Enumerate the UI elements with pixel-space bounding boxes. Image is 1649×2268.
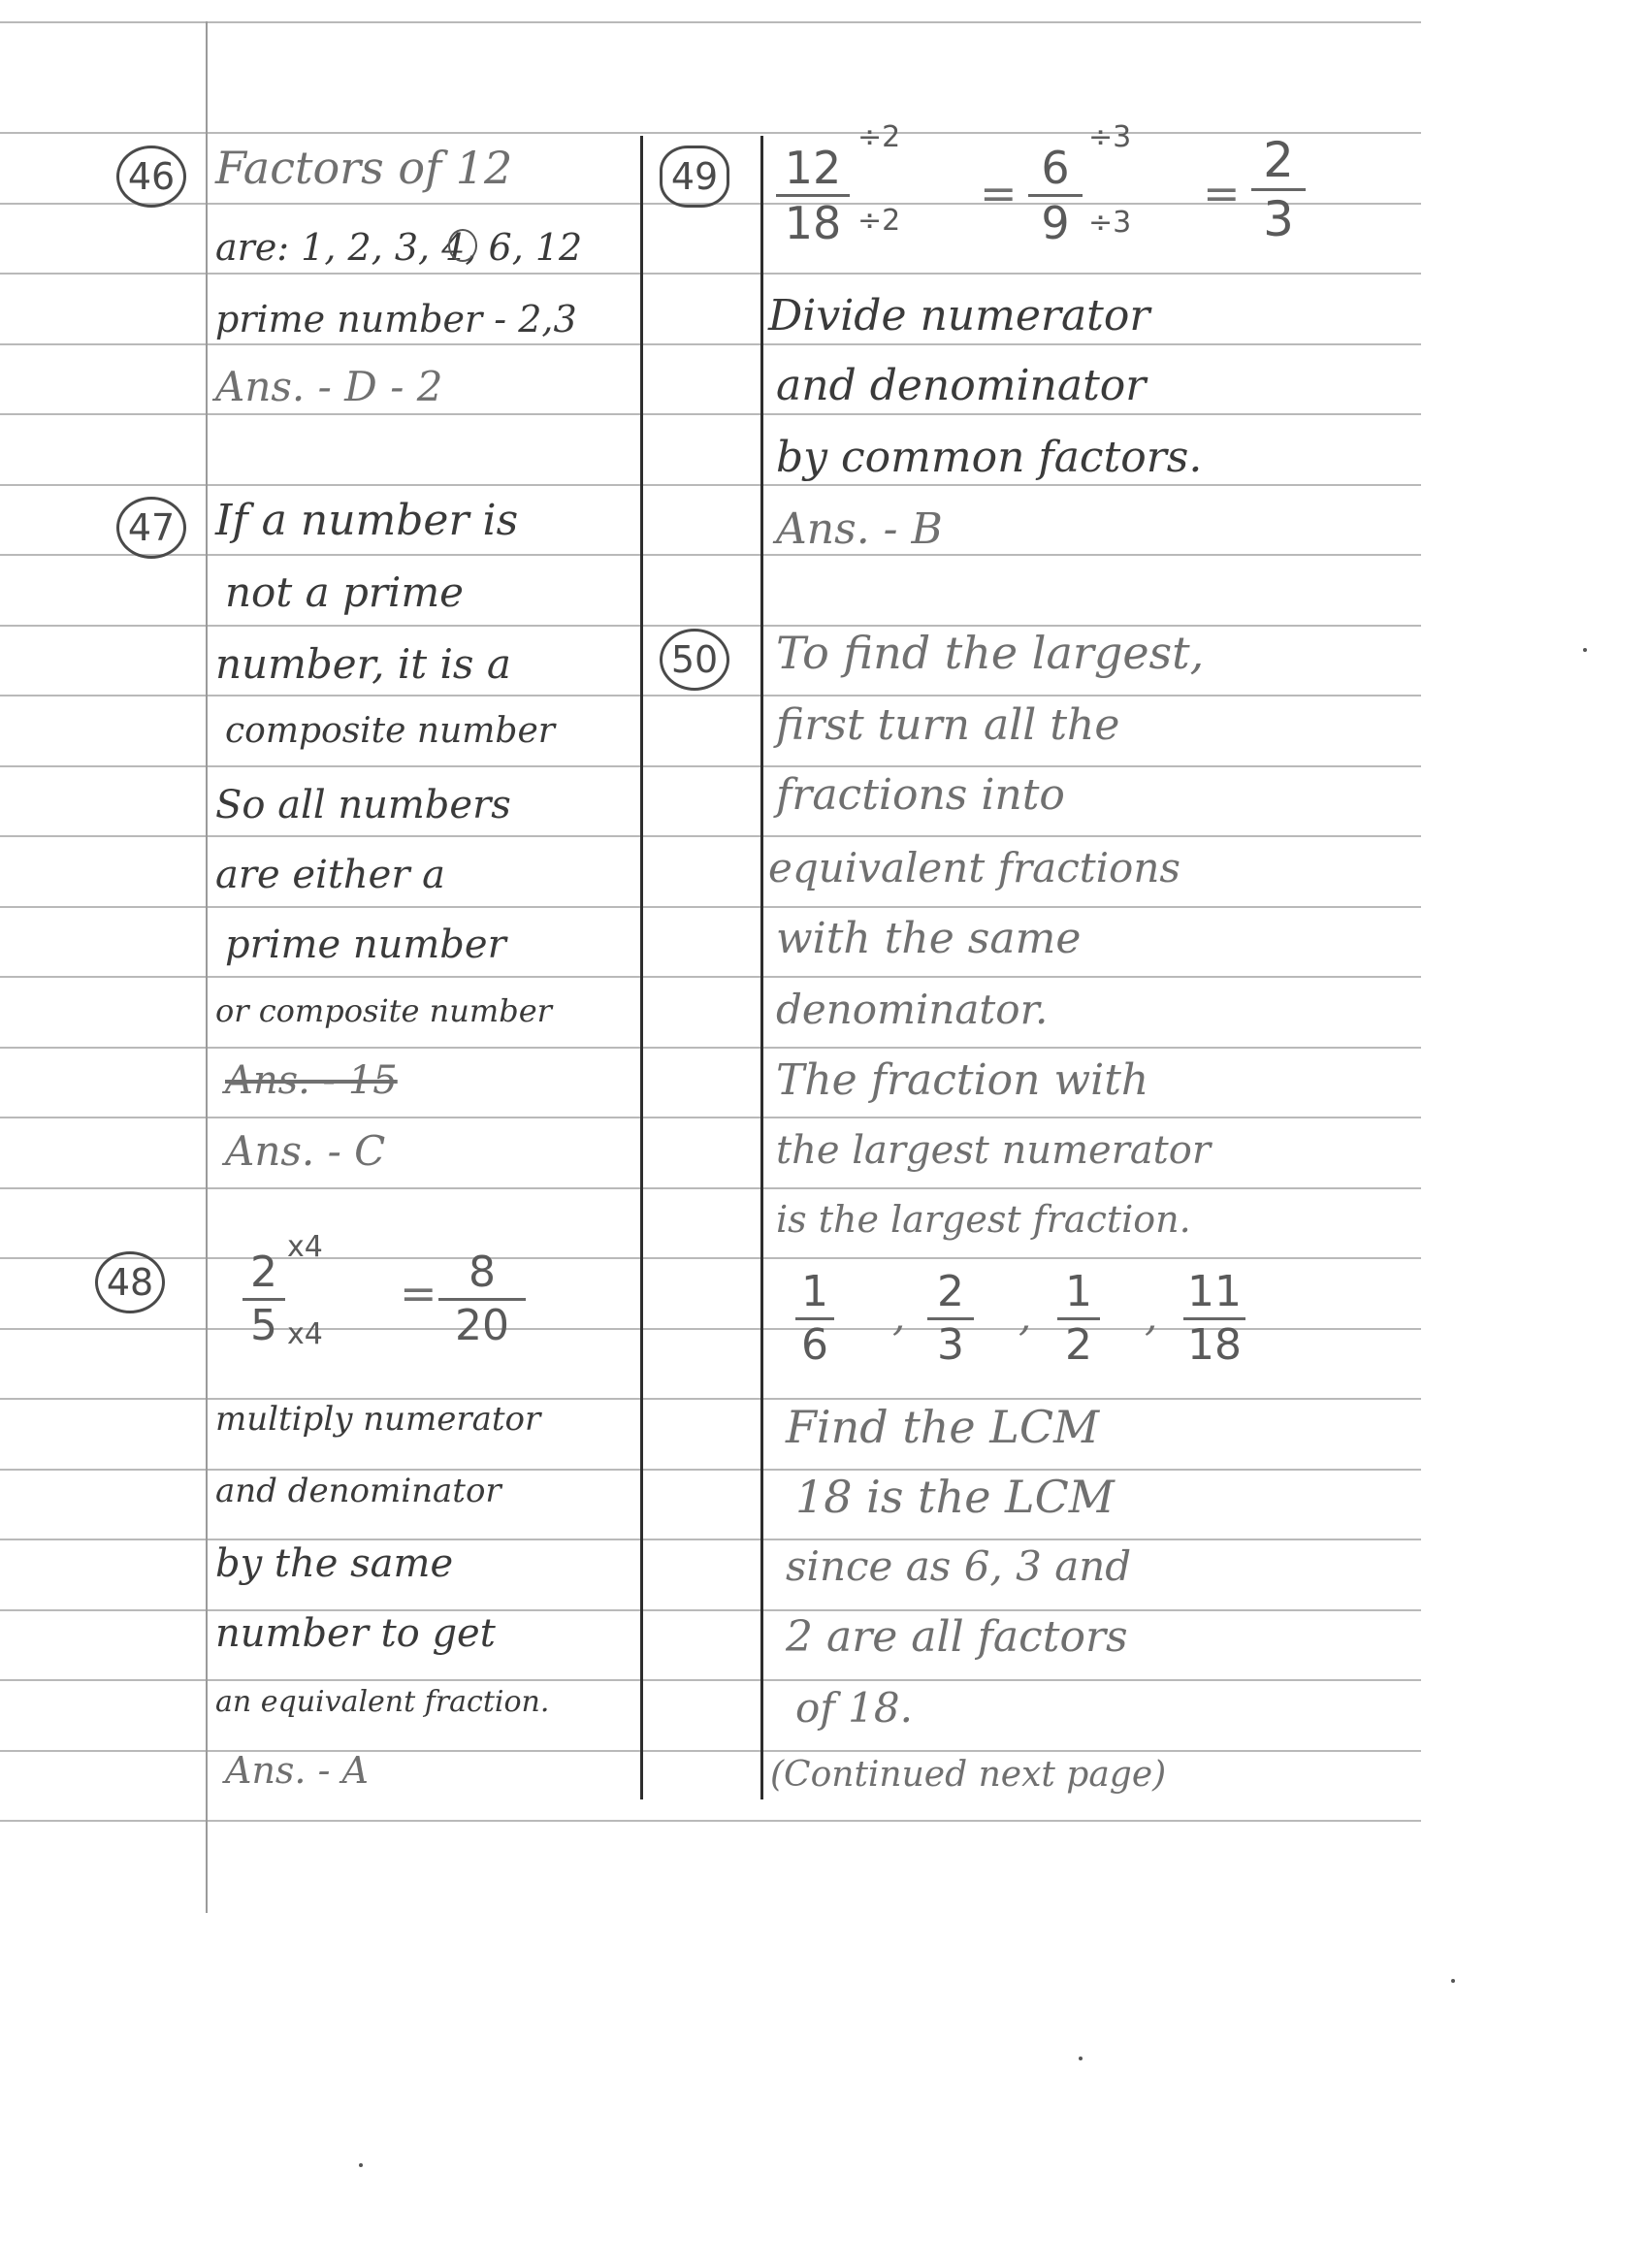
margin-line xyxy=(206,21,208,1913)
q49-line-1: Divide numerator xyxy=(768,291,1150,340)
scan-speck xyxy=(359,2163,363,2167)
q47-line-2: not a prime xyxy=(225,568,465,616)
q49-answer: Ans. - B xyxy=(776,504,943,554)
q50-line-11: 18 is the LCM xyxy=(795,1471,1115,1523)
ruled-line xyxy=(0,1539,1421,1540)
q49-f1-num-operation: ÷2 xyxy=(857,120,901,154)
q50-line-9: is the largest fraction. xyxy=(776,1198,1191,1241)
ruled-line xyxy=(0,1187,1421,1189)
q50-line-2: first turn all the xyxy=(776,700,1120,750)
ruled-line xyxy=(0,1469,1421,1471)
q49-equals-2: = xyxy=(1203,167,1241,219)
q48-equals: = xyxy=(400,1267,437,1319)
ruled-line xyxy=(0,1750,1421,1752)
q49-f2-num-operation: ÷3 xyxy=(1088,120,1132,154)
q50-fraction-4 xyxy=(1183,1267,1245,1370)
q47-answer: Ans. - C xyxy=(225,1127,386,1175)
ruled-line xyxy=(0,976,1421,978)
ruled-line xyxy=(0,625,1421,627)
q50-line-4: equivalent fractions xyxy=(768,844,1180,891)
ruled-line xyxy=(0,343,1421,345)
q50-line-15: (Continued next page) xyxy=(770,1755,1167,1795)
q46-line-2: are: 1, 2, 3, 4, 6, 12 xyxy=(215,226,583,269)
column-divider-left xyxy=(640,136,643,1799)
q48-answer: Ans. - A xyxy=(225,1749,369,1792)
q49-equals-1: = xyxy=(980,167,1018,219)
q50-line-8: the largest numerator xyxy=(776,1128,1211,1173)
q50-f2-numerator: 2 xyxy=(937,1267,964,1316)
q50-line-13: 2 are all factors xyxy=(786,1612,1128,1662)
q49-f1-denominator: 18 xyxy=(784,197,842,249)
question-number-46: 46 xyxy=(116,146,186,208)
q46-line-3: prime number - 2,3 xyxy=(215,298,577,340)
q50-comma-2: , xyxy=(1018,1292,1032,1340)
q48-numerator-operation: x4 xyxy=(287,1230,323,1264)
q50-line-6: denominator. xyxy=(776,986,1049,1033)
q48-right-numerator: 8 xyxy=(469,1247,496,1297)
q50-f1-numerator: 1 xyxy=(801,1267,828,1316)
q48-denominator-operation: x4 xyxy=(287,1317,323,1351)
q50-line-10: Find the LCM xyxy=(786,1401,1100,1453)
q49-f2-denominator: 9 xyxy=(1041,197,1070,249)
q50-line-12: since as 6, 3 and xyxy=(786,1542,1132,1590)
ruled-line xyxy=(0,132,1421,134)
q47-line-3: number, it is a xyxy=(215,640,511,688)
ruled-line xyxy=(0,1257,1421,1259)
column-divider-right xyxy=(760,136,763,1799)
question-number-48: 48 xyxy=(95,1251,165,1313)
q50-fraction-3 xyxy=(1057,1267,1100,1370)
q50-line-3: fractions into xyxy=(776,770,1065,820)
q50-fraction-1 xyxy=(795,1267,834,1370)
ruled-line xyxy=(0,906,1421,908)
q48-fraction-right xyxy=(438,1247,526,1350)
q47-line-5: So all numbers xyxy=(215,783,511,827)
q50-f2-denominator: 3 xyxy=(937,1320,964,1370)
q49-line-2: and denominator xyxy=(776,361,1147,410)
q50-line-5: with the same xyxy=(776,914,1082,963)
ruled-line xyxy=(0,1047,1421,1049)
q47-answer-struck: Ans. - 15 xyxy=(225,1058,398,1103)
q49-line-3: by common factors. xyxy=(776,433,1203,482)
scan-speck xyxy=(1451,1979,1455,1983)
q49-f3-denominator: 3 xyxy=(1263,191,1294,247)
q50-line-7: The fraction with xyxy=(776,1055,1149,1105)
q50-f3-denominator: 2 xyxy=(1065,1320,1092,1370)
q46-answer: Ans. - D - 2 xyxy=(215,363,443,410)
q48-line-1: multiply numerator xyxy=(215,1400,541,1439)
q47-line-4: composite number xyxy=(225,711,555,751)
question-number-47: 47 xyxy=(116,497,186,559)
ruled-line xyxy=(0,1609,1421,1611)
q49-f1-den-operation: ÷2 xyxy=(857,204,901,238)
q49-fraction-3 xyxy=(1251,132,1306,247)
q49-f2-numerator: 6 xyxy=(1041,142,1070,194)
q50-line-1: To find the largest, xyxy=(776,627,1205,679)
q47-line-6: are either a xyxy=(215,853,446,897)
q47-line-1: If a number is xyxy=(215,496,519,545)
q48-line-3: by the same xyxy=(215,1541,454,1586)
q50-line-14: of 18. xyxy=(795,1684,913,1732)
ruled-line xyxy=(0,1398,1421,1400)
q48-right-denominator: 20 xyxy=(455,1301,509,1350)
q48-left-numerator: 2 xyxy=(250,1247,277,1297)
scan-speck xyxy=(1079,2057,1083,2060)
q48-line-4: number to get xyxy=(215,1611,496,1656)
ruled-line xyxy=(0,1117,1421,1118)
q47-line-8: or composite number xyxy=(215,992,552,1029)
q50-fraction-2 xyxy=(927,1267,974,1370)
q49-f3-numerator: 2 xyxy=(1263,132,1294,188)
ruled-line xyxy=(0,413,1421,415)
ruled-line xyxy=(0,835,1421,837)
question-number-50: 50 xyxy=(660,629,729,691)
q50-f1-denominator: 6 xyxy=(801,1320,828,1370)
q50-f3-numerator: 1 xyxy=(1065,1267,1092,1316)
q50-comma-3: , xyxy=(1145,1292,1158,1340)
ruled-line xyxy=(0,273,1421,275)
ruled-line xyxy=(0,695,1421,697)
q49-fraction-2 xyxy=(1028,142,1083,249)
q49-fraction-1 xyxy=(776,142,850,249)
ruled-line xyxy=(0,765,1421,767)
q47-line-7: prime number xyxy=(225,923,506,967)
q48-fraction-left xyxy=(242,1247,285,1350)
ruled-line xyxy=(0,554,1421,556)
q48-line-2: and denominator xyxy=(215,1472,501,1510)
top-edge-line xyxy=(0,21,1421,23)
question-number-49: 49 xyxy=(660,146,729,208)
q49-f1-numerator: 12 xyxy=(784,142,842,194)
ruled-line xyxy=(0,484,1421,486)
q49-f2-den-operation: ÷3 xyxy=(1088,206,1132,240)
q48-left-denominator: 5 xyxy=(250,1301,277,1350)
scan-speck xyxy=(1583,648,1587,652)
q50-f4-denominator: 18 xyxy=(1187,1320,1242,1370)
circled-factor-mark xyxy=(448,229,477,262)
ruled-line xyxy=(0,1820,1421,1822)
q46-line-1: Factors of 12 xyxy=(215,142,513,194)
ruled-line xyxy=(0,1679,1421,1681)
q50-f4-numerator: 11 xyxy=(1187,1267,1242,1316)
q50-comma-1: , xyxy=(892,1292,906,1340)
q48-line-5: an equivalent fraction. xyxy=(215,1685,550,1719)
